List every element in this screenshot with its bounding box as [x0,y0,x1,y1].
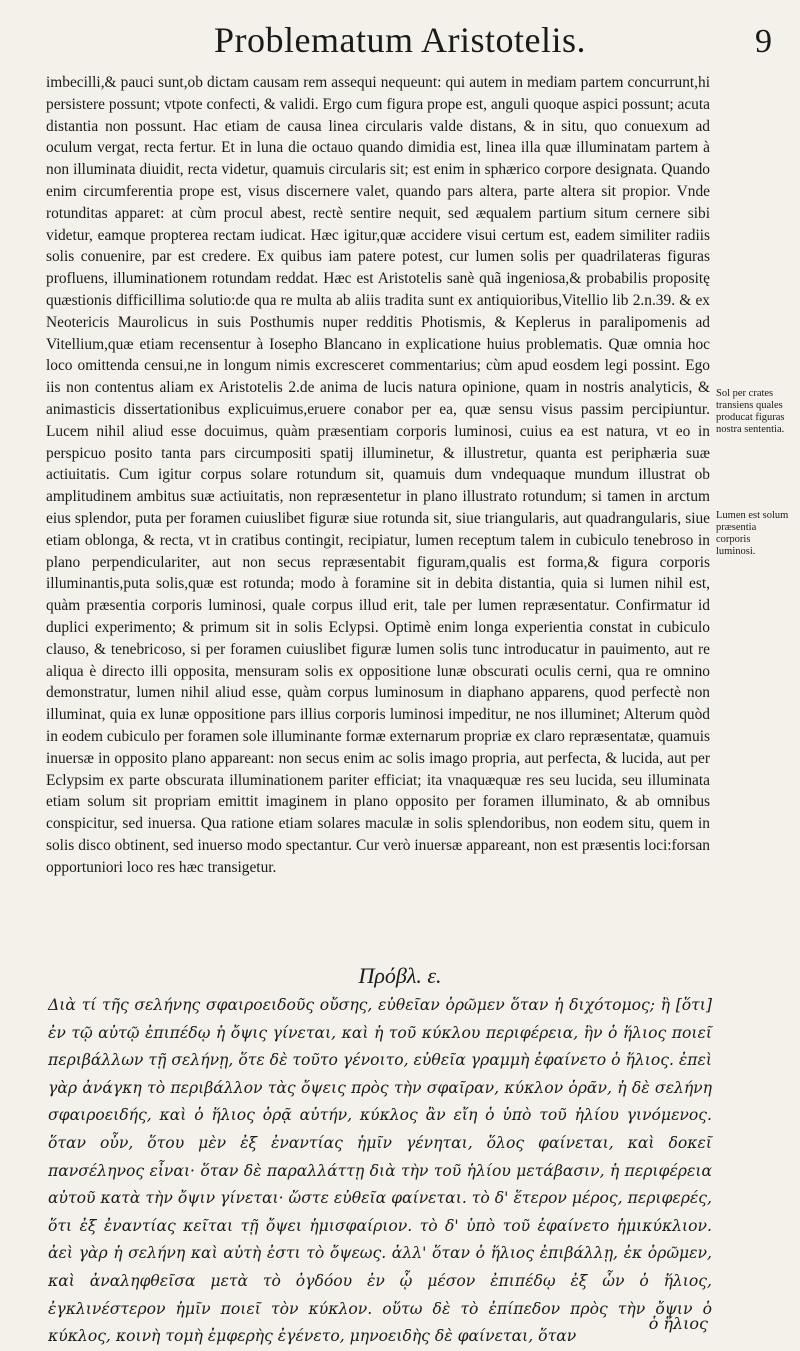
marginal-note: Sol per crates transiens quales producat figuras nostra sententia. [716,388,785,435]
latin-paragraph: imbecilli,& pauci sunt,ob dictam causam rem assequi nequeunt: qui autem in mediam partem concurrunt,hi persistere possunt; vtpote confecti, & validi. Ergo cum figura prope est, anguli quoque aspici possunt; acuta distantia non possunt. Hac etiam de causa linea circularis valde distans, & in situ, quo conuexum ad oculum vergat, recta fertur. Et in luna die octauo quando dimidia est, linea illa quæ illuminatam partem à non illuminata diuidit, recta videtur, quamuis circularis sit; est enim in sphærico corpore designata. Quando enim circumferentia prope est, visus discernere valet, quando pars altera, parte altera sit propior. Vnde rotunditas apparet: at cùm procul abest, rectè sentire nequit, sed æqualem partium situm cernere sibi videtur, eamque propterea rectam iudicat. Hæc igitur,quæ accidere visui certum est, eadem similiter radiis solis conuenire, par est credere. Ex quibus iam patere potest, cur lumen solis per quadrilateras figuras profluens, illuminationem rotundam reddat. Hæc est Aristotelis sanè quã ingeniosa,& probabilis propositę quæstionis difficillima solutio:de qua re multa ab aliis tradita sunt ex antiquioribus,Vitellio lib 2.n.39. & ex Neotericis Maurolicus in suis Posthumis nuper redditis Photismis, & Keplerus in paralipomenis ad Vitellium,quæ etiam recensentur à Iosepho Blancano in explicatione huius problematis. Quæ omnia hoc loco omittenda censui,ne in longum nimis excresceret commentarius; cùm apud eosdem legi possint. Ego iis non contentus aliam ex Aristotelis 2.de anima de lucis natura opinione, quam in nostris analyticis, & animasticis dissertationibus explicuimus,eruere conabor per ea, quæ sensu visus passim percipiuntur. Lucem nihil aliud esse docuimus, quàm præsentiam corporis luminosi, cuius ea est natura, vt eo in perspicuo posito tanta pars circumpositi spatij illuminetur, & illustretur, quanta est periphæria suæ actiuitatis. Cum igitur corpus solare rotundum sit, quamuis dum vndequaque mundum illustrat ob amplitudinem ambitus suæ actiuitatis, non repræsentetur in plano illustrato rotundum; si tamen in arctum eius splendor, puta per foramen cuiuslibet figuræ siue rotunda sit, siue triangularis, aut quadrangularis, siue etiam oblonga, & recta, vt in cratibus contingit, recipiatur, lumen receptum talem in cubiculo tenebroso in plano perpendiculariter, aut non secus repræsentabit figuram,qualis est forma,& figura corporis illuminantis,puta solis,quæ est rotunda; modo à foramine sit in debita distantia, quia si lumen nihil est, quàm præsentia corporis luminosi, quale corpus illud erit, tale per lumen repræsentatur. Confirmatur id duplici experimento; & primum sit in solis Eclypsi. Optimè enim longa experientia constat in cubiculo clauso, & tenebricoso, si per foramen cuiuslibet figuræ lumen solis tunc introducatur in pauimento, aut re aliqua è directo illi opposita, mensuram solis ex oppositione lunæ obscurati oculis cerni, qua re omnino demonstratur, lumen nihil aliud esse, quàm corpus luminosum in diaphano apparens, quod perfectè non illuminat, quia ex lunæ oppositione pars illius corporis luminosi impeditur, ne nos illuminet; Alterum quòd in eodem cubiculo per foramen sole illuminante formæ externarum propriæ ex claro repræsentatæ, quamuis inuersæ in opposito plano appareant: non secus enim ac solis imago propria, aut perfecta, & lucida, aut per Eclypsim ex parte obscurata illuminationem pariter efficiat; ita vnaquæquæ res seu lucida, seu illuminata etiam solum sit propriam emittit imaginem in plano opposito per foramen illuminato, & ab omnibus conspicitur, sed inuersa. Qua ratione etiam solares maculæ in solis splendoribus, non eodem situ, quem in solis disco obtinent, sed inuerso modo spectantur. Cur verò inuersæ appareant, non est præsentis loci:forsan opportuniori loco res hæc transigetur. [46,74,710,876]
latin-commentary [46,72,710,878]
catchword: ὁ ἥλιος [648,1314,708,1333]
greek-text [48,992,712,1351]
page-number: 9 [755,23,772,60]
running-title: Problematum Aristotelis. [214,20,586,60]
greek-paragraph: Διὰ τί τῆς σελήνης σφαιροειδοῦς οὔσης, εὐθεῖαν ὁρῶμεν ὅταν ἡ διχότομος; ἢ [ὅτι] ἐν τῷ αὐτῷ ἐπιπέδῳ ἡ ὄψις γίνεται, καὶ ἡ τοῦ κύκλου περιφέρεια, ἣν ὁ ἥλιος ποιεῖ περιβάλλων τῇ σελήνῃ, ὅτε δὲ τοῦτο γένοιτο, εὐθεῖα γραμμὴ ἐφαίνετο ὁ ἥλιος. ἐπεὶ γὰρ ἀνάγκη τὸ περιβάλλον τὰς ὄψεις πρὸς τὴν σφαῖραν, κύκλον ὁρᾶν, ἡ δὲ σελήνη σφαιροειδής, καὶ ὁ ἥλιος ὁρᾷ αὐτήν, κύκλος ἂν εἴη ὁ ὑπὸ τοῦ ἡλίου γινόμενος. ὅταν οὖν, ὅτου μὲν ἐξ ἐναντίας ἡμῖν γένηται, ὅλος φαίνεται, καὶ δοκεῖ πανσέληνος εἶναι· ὅταν δὲ παραλλάττῃ διὰ τὴν τοῦ ἡλίου μετάβασιν, ἡ περιφέρεια αὐτοῦ κατὰ τὴν ὄψιν γίνεται· ὥστε εὐθεῖα φαίνεται. τὸ δ' ἕτερον μέρος, περιφερές, ὅτι ἐξ ἐναντίας κεῖται τῇ ὄψει ἡμισφαίριον. τὸ δ' ὑπὸ τοῦ ἐφαίνετο ἡμικύκλιον. ἀεὶ γὰρ ἡ σελήνη καὶ αὐτὴ ἐστι τὸ ὄψεως. ἀλλ' ὅταν ὁ ἥλιος ἐπιβάλλῃ, ἐκ ὁρῶμεν, καὶ ἀναληφθεῖσα μετὰ τὸ ὀγδόου ἐν ᾧ μέσον ἐπιπέδῳ ἐξ ὧν ὁ ἥλιος, ἐγκλινέστερον ἡμῖν ποιεῖ τὸν κύκλον. οὕτω δὲ τὸ ἐπίπεδον πρὸς τὴν ὄψιν ὁ κύκλος, κοινὴ τομὴ ἐμφερὴς ἐγένετο, μηνοειδὴς δὲ φαίνεται, ὅταν [48,996,712,1346]
problem-heading: Πρόβλ. ε. [358,963,442,988]
marginal-note: Lumen est solum præsentia corporis luminosi. [716,510,789,557]
